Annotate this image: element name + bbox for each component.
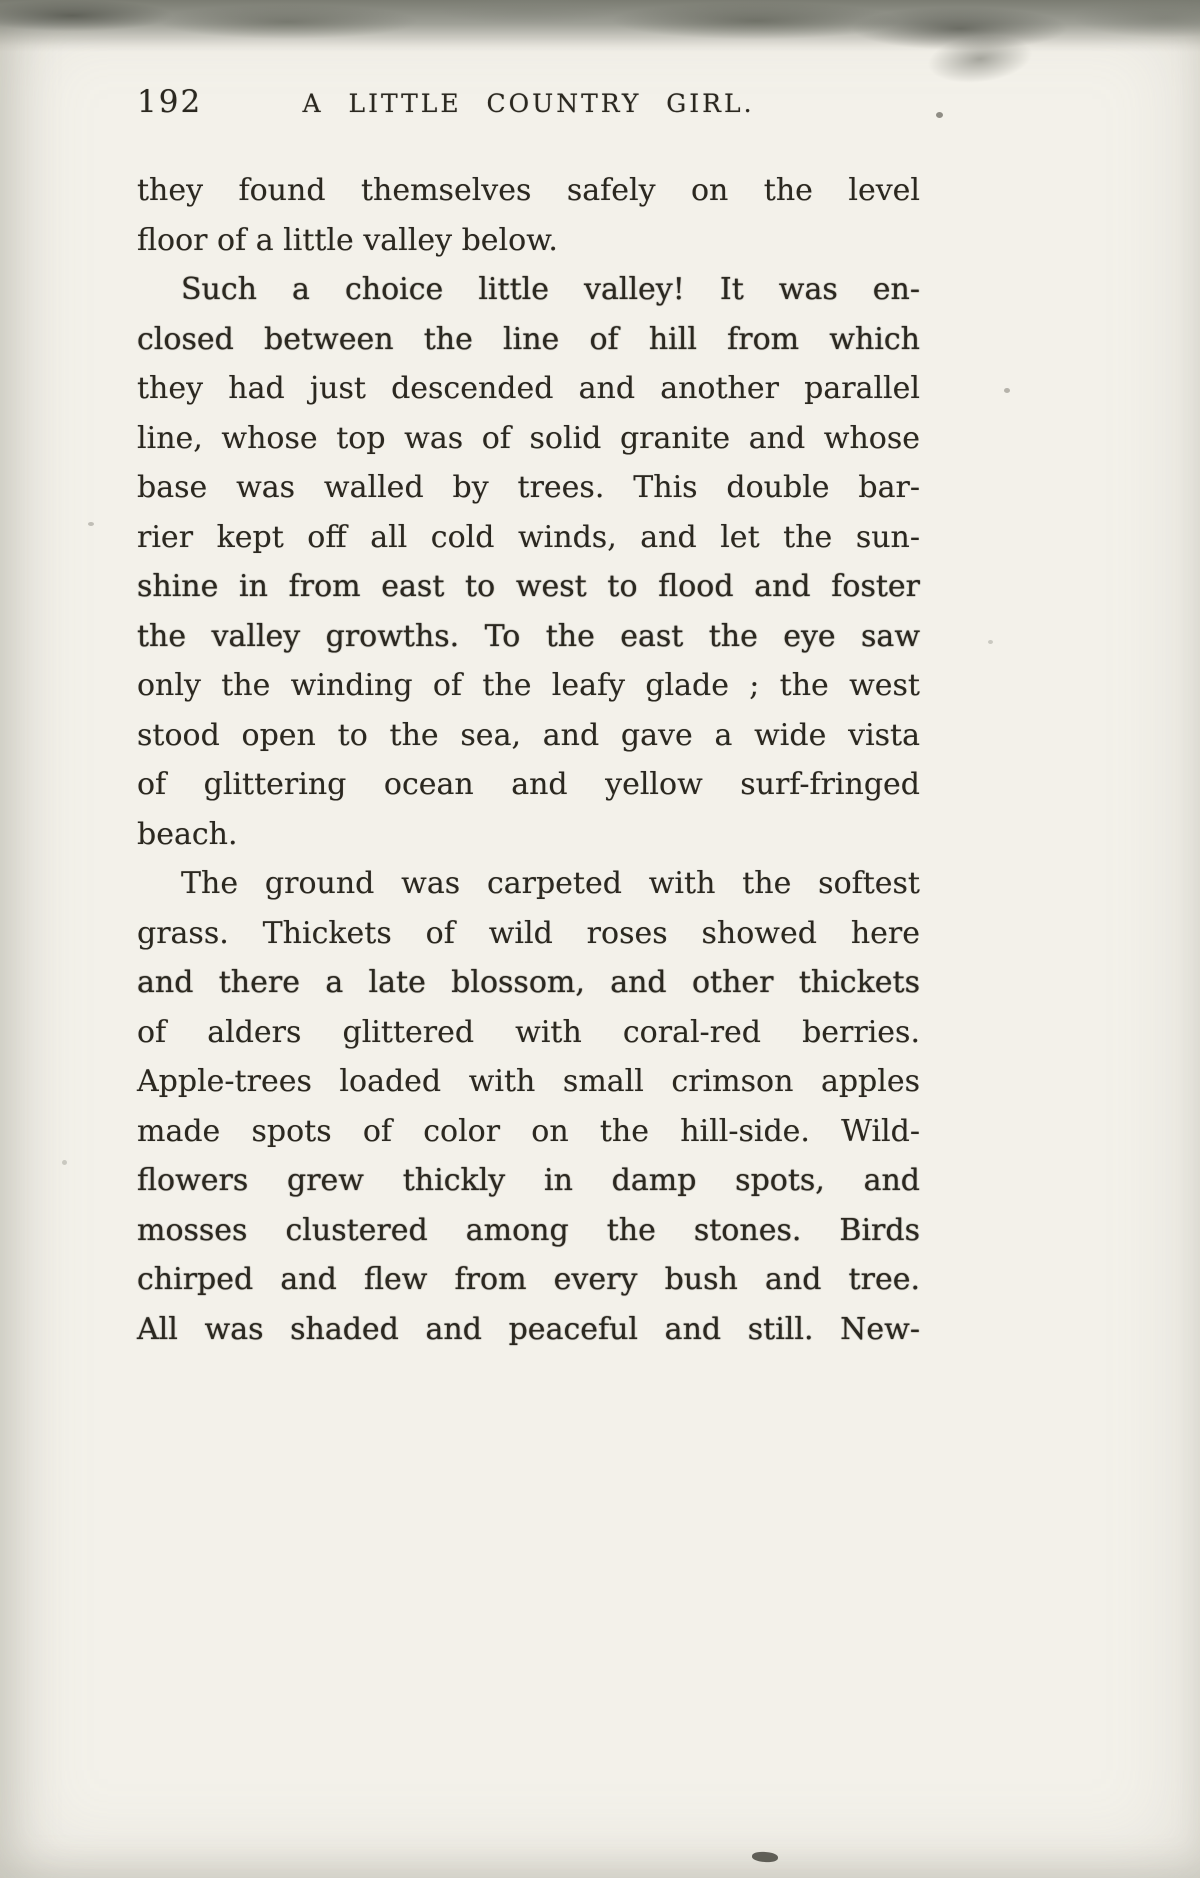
text-line: chirped and flew from every bush and tree.	[137, 1262, 920, 1297]
text-line: they found themselves safely on the level	[137, 173, 920, 208]
body-text	[137, 166, 920, 1354]
text-line: floor of a little valley below.	[137, 222, 558, 258]
text-line: base was walled by trees. This double bar-	[137, 470, 920, 505]
text-line: shine in from east to west to flood and foster	[137, 569, 920, 604]
text-line: flowers grew thickly in damp spots, and	[137, 1163, 920, 1198]
text-line: and there a late blossom, and other thickets	[137, 965, 920, 1000]
text-line: The ground was carpeted with the softest	[181, 866, 920, 901]
text-line: beach.	[137, 816, 238, 852]
text-line: made spots of color on the hill-side. Wild-	[137, 1113, 920, 1149]
text-line: only the winding of the leafy glade ; the west	[137, 668, 920, 703]
text-line: All was shaded and peaceful and still. New-	[137, 1311, 920, 1347]
text-line: Such a choice little valley! It was en-	[181, 272, 920, 307]
text-line: grass. Thickets of wild roses showed here	[137, 915, 920, 951]
page-header	[137, 84, 920, 124]
running-title: A LITTLE COUNTRY GIRL.	[302, 89, 755, 118]
scan-speck	[988, 640, 993, 644]
scan-speck	[936, 112, 943, 118]
text-line: rier kept off all cold winds, and let the sun-	[137, 519, 920, 555]
text-line: they had just descended and another parallel	[137, 371, 920, 406]
text-line: of alders glittered with coral-red berries.	[137, 1014, 920, 1050]
text-line: of glittering ocean and yellow surf-fringed	[137, 767, 920, 802]
text-line: the valley growths. To the east the eye saw	[137, 618, 920, 654]
scan-speck	[88, 522, 94, 526]
text-line: mosses clustered among the stones. Birds	[137, 1212, 920, 1248]
text-line: line, whose top was of solid granite and whose	[137, 420, 920, 456]
scan-speck	[1004, 388, 1010, 393]
scan-speck	[752, 1851, 779, 1863]
text-line: stood open to the sea, and gave a wide vista	[137, 717, 920, 753]
text-line: closed between the line of hill from which	[137, 321, 920, 357]
scan-speck	[62, 1160, 67, 1165]
text-line: Apple-trees loaded with small crimson apples	[137, 1064, 920, 1099]
page-number: 192	[137, 84, 203, 120]
